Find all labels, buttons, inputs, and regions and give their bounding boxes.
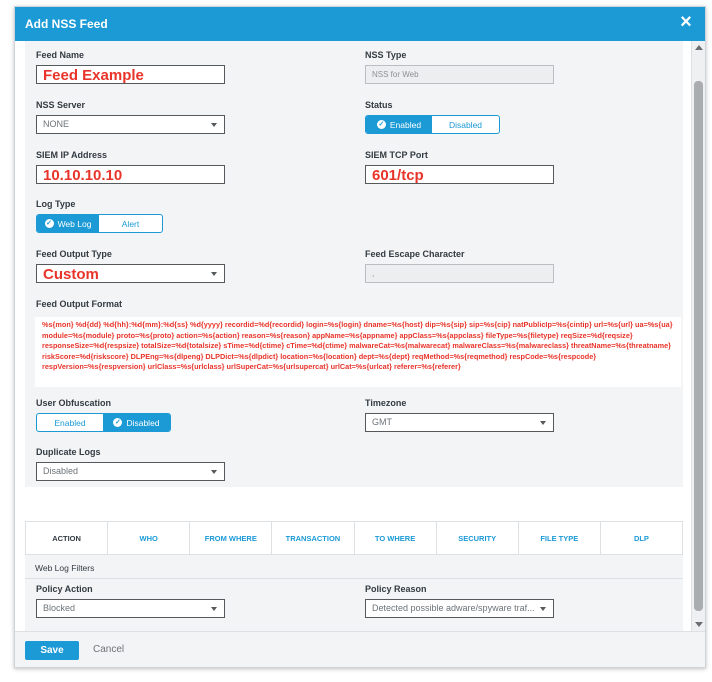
feed-escape-label: Feed Escape Character	[365, 249, 465, 259]
duplicate-logs-value: Disabled	[43, 466, 79, 476]
log-type-alert-option[interactable]	[99, 215, 162, 232]
feed-output-type-select[interactable]	[36, 264, 225, 283]
timezone-value: GMT	[372, 417, 392, 427]
siem-port-value: 601/tcp	[372, 167, 424, 184]
feed-settings-panel	[25, 41, 683, 487]
tab-action[interactable]: ACTION	[26, 522, 108, 554]
log-type-alert-label: Alert	[121, 218, 140, 229]
policy-reason-label: Policy Reason	[365, 584, 427, 594]
status-label: Status	[365, 100, 393, 110]
scroll-up-icon[interactable]	[695, 45, 703, 50]
obfuscation-disabled-label: Disabled	[126, 417, 160, 428]
duplicate-logs-select[interactable]	[36, 462, 225, 481]
check-icon: ✓	[378, 121, 385, 128]
obfuscation-enabled-label: Enabled	[54, 417, 86, 428]
nss-server-select[interactable]	[36, 115, 225, 134]
chevron-down-icon	[211, 123, 217, 127]
cancel-button[interactable]: Cancel	[93, 644, 125, 655]
scroll-down-icon[interactable]	[695, 622, 703, 627]
tab-file-type[interactable]: FILE TYPE	[519, 522, 601, 554]
tab-dlp[interactable]: DLP	[633, 533, 649, 543]
dialog-title: Add NSS Feed	[25, 17, 108, 31]
status-disabled-label: Disabled	[448, 119, 483, 130]
siem-ip-label: SIEM IP Address	[36, 150, 108, 160]
log-type-weblog-label: Web Log	[57, 218, 92, 229]
nss-type-label: NSS Type	[365, 50, 407, 60]
status-toggle	[365, 115, 500, 134]
tab-security[interactable]: SECURITY	[437, 522, 519, 554]
policy-reason-select[interactable]	[365, 599, 554, 618]
obfuscation-enabled-option[interactable]	[37, 414, 103, 431]
feed-output-type-label: Feed Output Type	[36, 249, 112, 259]
log-type-label: Log Type	[36, 199, 76, 209]
filter-tabs	[25, 521, 683, 555]
policy-action-select[interactable]	[36, 599, 225, 618]
feed-output-type-value: Custom	[43, 266, 99, 283]
tab-who[interactable]: WHO	[108, 522, 190, 554]
status-enabled-option[interactable]	[366, 116, 432, 133]
vertical-scrollbar[interactable]	[691, 41, 705, 631]
siem-port-label: SIEM TCP Port	[365, 150, 428, 160]
web-log-filters-header	[25, 555, 683, 579]
chevron-down-icon	[540, 421, 546, 425]
nss-server-value: NONE	[43, 119, 70, 129]
user-obfuscation-toggle	[36, 413, 171, 432]
check-icon: ✓	[46, 220, 52, 227]
tab-from-where[interactable]: FROM WHERE	[190, 522, 272, 554]
dialog-header	[15, 7, 705, 41]
chevron-down-icon	[540, 607, 546, 611]
feed-name-input[interactable]	[36, 65, 225, 84]
log-type-toggle	[36, 214, 163, 233]
user-obfuscation-label: User Obfuscation	[36, 398, 112, 408]
siem-ip-input[interactable]	[36, 165, 225, 184]
scrollbar-thumb[interactable]	[694, 81, 703, 611]
policy-action-label: Policy Action	[36, 584, 93, 594]
web-log-filters-title: Web Log Filters	[35, 563, 95, 573]
dialog-footer	[15, 631, 705, 667]
policy-action-value: Blocked	[43, 603, 76, 613]
status-disabled-option[interactable]	[432, 116, 499, 133]
nss-type-field	[365, 65, 554, 84]
web-log-filters-panel	[25, 579, 683, 631]
tab-to-where[interactable]: TO WHERE	[355, 522, 437, 554]
chevron-down-icon	[211, 607, 217, 611]
siem-port-input[interactable]	[365, 165, 554, 184]
close-icon[interactable]: ×	[680, 11, 692, 33]
nss-type-value: NSS for Web	[372, 70, 419, 79]
log-type-weblog-option[interactable]	[37, 215, 99, 232]
timezone-label: Timezone	[365, 398, 407, 408]
policy-reason-value: Detected possible adware/spyware traf...	[372, 603, 535, 613]
tab-transaction[interactable]: TRANSACTION	[272, 522, 354, 554]
nss-server-label: NSS Server	[36, 100, 86, 110]
feed-escape-value: ,	[372, 269, 375, 278]
check-icon: ✓	[115, 419, 121, 426]
status-enabled-label: Enabled	[389, 119, 422, 130]
feed-name-label: Feed Name	[36, 50, 85, 60]
chevron-down-icon	[211, 272, 217, 276]
feed-escape-field	[365, 264, 554, 283]
timezone-select[interactable]	[365, 413, 554, 432]
save-button[interactable]: Save	[25, 641, 79, 660]
dialog-content	[15, 41, 691, 631]
duplicate-logs-label: Duplicate Logs	[36, 447, 101, 457]
chevron-down-icon	[211, 470, 217, 474]
feed-name-value: Feed Example	[43, 67, 144, 84]
feed-output-format-label: Feed Output Format	[36, 299, 122, 309]
obfuscation-disabled-option[interactable]	[103, 414, 170, 431]
feed-output-format-textarea[interactable]: %s{mon} %d{dd} %d{hh}:%d{mm}:%d{ss} %d{yyyy} recordid=%d{recordid} login=%s{login} dname=%s{host} dip=%s{sip} sip=%s{cip} natPublicIp=%s{cintip} url=%s{url} ua=%s{ua} module=%s{module} proto=%s{proto} action=%s{action} reason=%s{reason} appName=%s{appname} appClass=%s{appclass} fileType=%s{filetype} reqSize=%d{reqsize} responseSize=%d{respsize} totalSize=%d{totalsize} sTime=%d{ctime} cTime=%d{ctime} malwareCat=%s{malwarecat} malwareClass=%s{malwareclass} threatName=%s{threatname} riskScore=%d{riskscore} DLPEng=%s{dlpeng} DLPDict=%s{dlpdict} location=%s{location} dept=%s{dept} reqMethod=%s{reqmethod} respCode=%s{respcode} respVersion=%s{respversion} urlClass=%s{urlclass} urlSuperCat=%s{urlsupercat} urlCat=%s{urlcat} referer=%s{referer}	[35, 317, 681, 387]
siem-ip-value: 10.10.10.10	[43, 167, 123, 184]
add-nss-feed-dialog	[14, 6, 706, 668]
